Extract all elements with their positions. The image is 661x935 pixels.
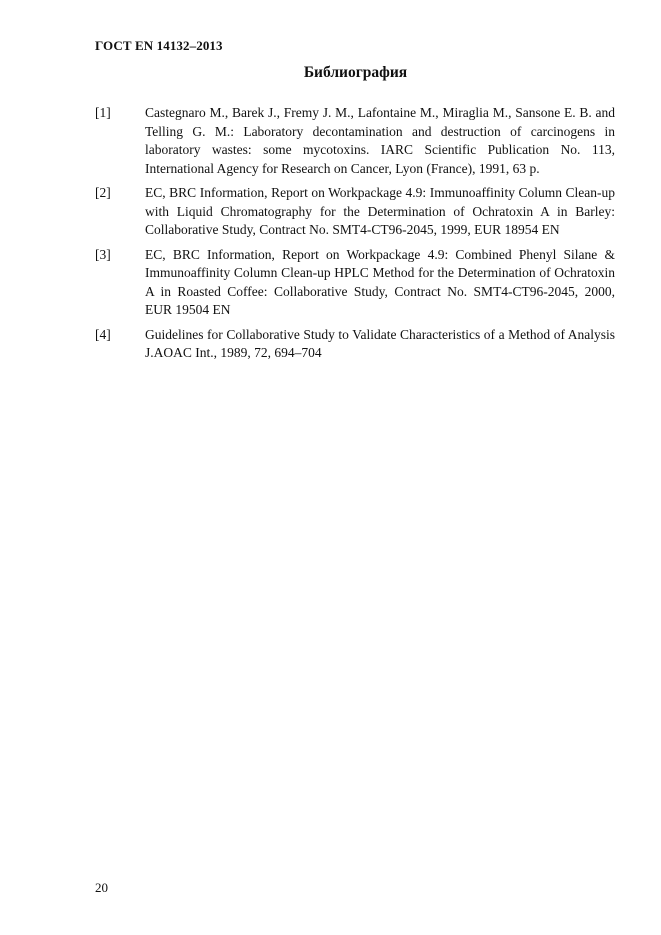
page-title [0,64,661,82]
reference-text: Castegnaro M., Barek J., Fremy J. M., Lafontaine M., Miraglia M., Sansone E. B. and Telling G. M.: Laboratory decontamination and destruction of carcinogens in laboratory wastes: some mycotoxins. IARC Scientific Publication No. 113, International Agency for Research on Cancer, Lyon (France), 1991, 63 p. [145,105,615,176]
page-number: 20 [95,880,108,895]
reference-item [95,104,615,178]
reference-number: [2] [95,185,111,200]
reference-number: [3] [95,246,111,262]
reference-text: Guidelines for Collaborative Study to Validate Characteristics of a Method of Analysis J.AOAC Int., 1989, 72, 694–704 [145,326,615,360]
reference-list [95,104,615,369]
reference-item [95,326,615,363]
reference-item [95,184,615,240]
reference-number: [4] [95,326,111,342]
reference-item [95,246,615,320]
bibliography-heading: Библиография [303,64,408,81]
reference-number: [1] [95,105,111,120]
reference-text: EC, BRC Information, Report on Workpackage 4.9: Combined Phenyl Silane & Immunoaffinity Column Clean-up HPLC Method for the Determination of Ochratoxin A in Roasted Coffee: Collaborative Study, Contract No. SMT4-CT96-2045, 2000, EUR 19504 EN [145,246,615,317]
reference-text: EC, BRC Information, Report on Workpackage 4.9: Immunoaffinity Column Clean-up with Liquid Chromatography for the Determination of Ochratoxin A in Barley: Collaborative Study, Contract No. SMT4-CT96-2045, 1999, EUR 18954 EN [145,185,615,237]
document-code: ГОСТ EN 14132–2013 [95,38,223,53]
